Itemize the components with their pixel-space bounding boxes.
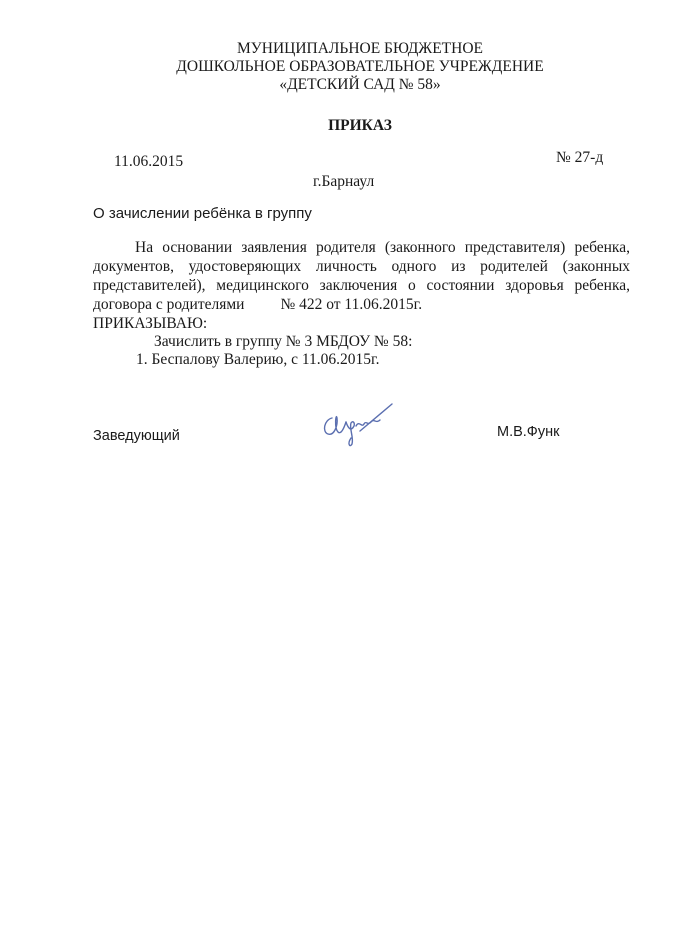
handwritten-signature: [318, 398, 396, 448]
order-list-item: 1. Беспалову Валерию, с 11.06.2015г.: [136, 351, 380, 368]
body-line-1: На основании заявления родителя (законного представителя) ребенка,: [135, 239, 630, 256]
document-date: 11.06.2015: [114, 153, 184, 170]
body-line-4-contract: договора с родителями: [93, 296, 245, 313]
body-line-4: [93, 295, 630, 314]
document-subject: О зачислении ребёнка в группу: [93, 205, 312, 222]
signatory-name: М.В.Функ: [497, 424, 560, 440]
document-city: г.Барнаул: [313, 173, 375, 190]
body-line-3: представителей), медицинского заключения о состоянии здоровья ребенка,: [93, 277, 630, 294]
body-line-2: документов, удостоверяющих личность одного из родителей (законных: [93, 258, 630, 275]
org-name-line-1: МУНИЦИПАЛЬНОЕ БЮДЖЕТНОЕ: [237, 40, 483, 57]
org-name-line-2: ДОШКОЛЬНОЕ ОБРАЗОВАТЕЛЬНОЕ УЧРЕЖДЕНИЕ: [176, 58, 544, 75]
order-heading: ПРИКАЗЫВАЮ:: [93, 315, 208, 332]
body-line-4-number: № 422 от 11.06.2015г.: [280, 296, 423, 313]
document-title: ПРИКАЗ: [328, 117, 392, 134]
org-name-line-3: «ДЕТСКИЙ САД № 58»: [279, 76, 441, 93]
signatory-position: Заведующий: [93, 428, 180, 444]
order-action: Зачислить в группу № 3 МБДОУ № 58:: [154, 333, 413, 350]
document-number: № 27-д: [556, 149, 604, 166]
body-paragraph: [93, 238, 630, 314]
